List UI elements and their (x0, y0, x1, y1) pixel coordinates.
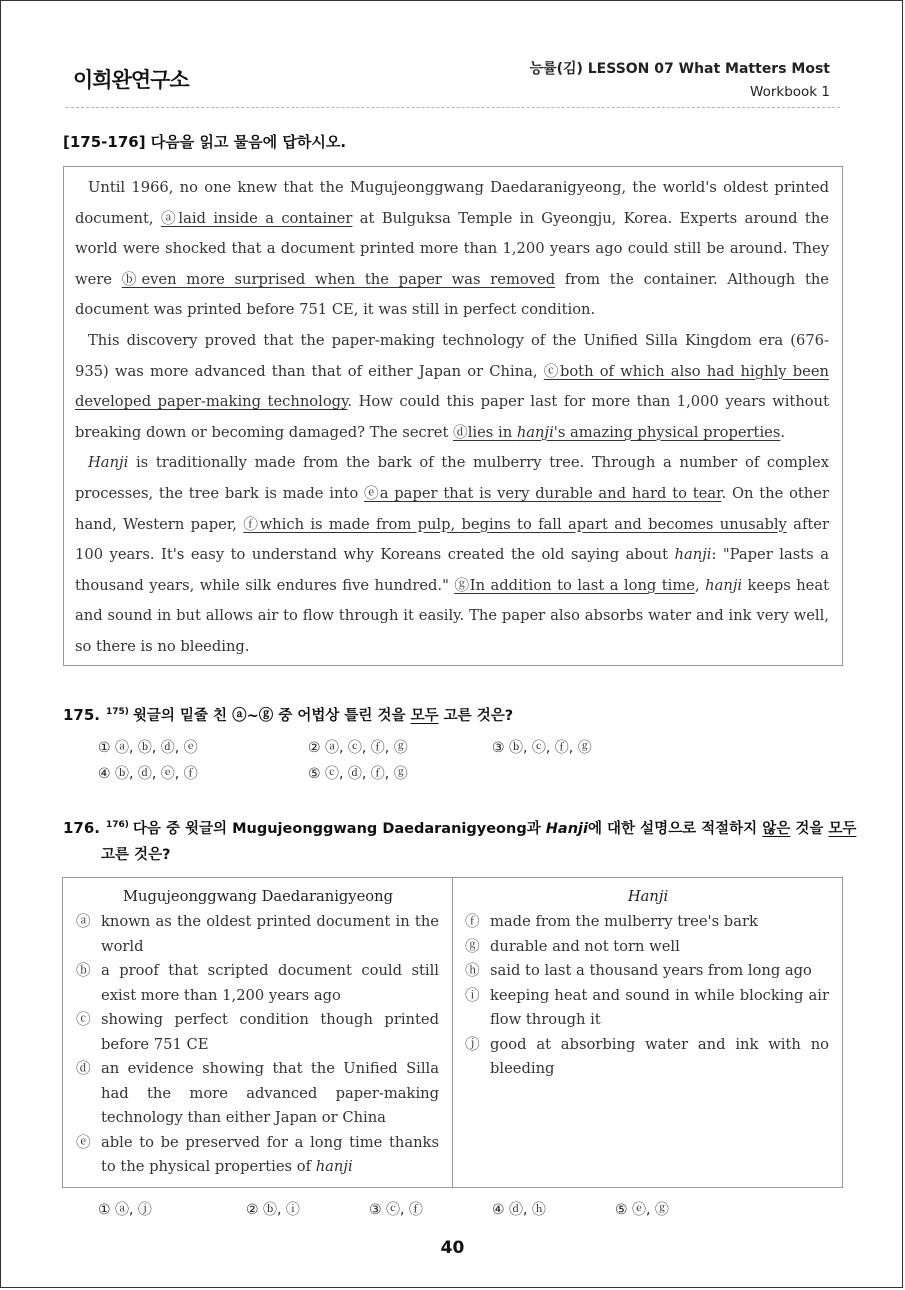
q176-choice-4[interactable]: ④ ⓓ, ⓗ (492, 1202, 546, 1218)
table-item-c: ⓒ showing perfect condition though printed before 751 CE (76, 1011, 439, 1053)
table-left-items (76, 910, 439, 1180)
question-176-title: 176. $^{176)}$ 다음 중 윗글의 Mugujeonggwang Daedaranigyeong과 Hanji에 대한 설명으로 적절하지 않은 것을 모두 (63, 819, 857, 837)
page-number: 40 (440, 1238, 465, 1258)
table-item-b: ⓑ a proof that scripted document could still exist more than 1,200 years ago (76, 962, 439, 1004)
table-item-a: ⓐ known as the oldest printed document in the world (76, 913, 439, 955)
q176-choice-3[interactable]: ③ ⓒ, ⓕ (369, 1202, 423, 1218)
underline-e: ⓔa paper that is very durable and hard to tear (363, 484, 722, 502)
q175-choice-4[interactable]: ④ ⓑ, ⓓ, ⓔ, ⓕ (98, 766, 198, 782)
q176-choice-2[interactable]: ② ⓑ, ⓘ (246, 1202, 300, 1218)
underline-c: ⓒboth of which also had highly been developed paper-making technology (75, 362, 829, 411)
table-item-d: ⓓ an evidence showing that the Unified Silla had the more advanced paper-making technology than either Japan or China (76, 1060, 439, 1126)
instruction: [175-176] 다음을 읽고 물음에 답하시오. (63, 133, 347, 151)
table-item-g: ⓖ durable and not torn well (465, 937, 680, 955)
q175-choice-1[interactable]: ① ⓐ, ⓑ, ⓓ, ⓔ (98, 740, 198, 756)
underline-f: ⓕwhich is made from pulp, begins to fall apart and becomes unusably (243, 515, 787, 533)
passage-paragraph-3: Hanji is traditionally made from the bark of the mulberry tree. Through a number of complex processes, the tree bark is made into ⓔa paper that is very durable and hard to tear. On the other hand, Western paper, ⓕwhich is made from pulp, begins to fall apart and becomes unusably after 100 years. It's easy to understand why Koreans created the old saying about hanji: "Paper lasts a thousand years, while silk endures five hundred." ⓖIn addition to last a long time, hanji keeps heat and sound in but allows air to flow through it easily. The paper also absorbs water and ink very well, so there is no bleeding. (75, 454, 830, 655)
table-item-i: ⓘ keeping heat and sound in while blocking air flow through it (465, 986, 829, 1028)
question-176-title-line2: 고른 것은? (101, 847, 171, 863)
underline-b: ⓑeven more surprised when the paper was removed (121, 270, 556, 288)
q176-choice-5[interactable]: ⑤ ⓔ, ⓖ (615, 1202, 669, 1218)
table-item-f: ⓕ made from the mulberry tree's bark (465, 913, 758, 930)
underline-g: ⓖIn addition to last a long time (454, 576, 695, 594)
passage-paragraph-1: Until 1966, no one knew that the Mugujeonggwang Daedaranigyeong, the world's oldest printed document, ⓐlaid inside a container at Bulguksa Temple in Gyeongju, Korea. Experts around the world were shocked that a document printed more than 1,200 years ago could still be around. They were ⓑeven more surprised when the paper was removed from the container. Although the document was printed before 751 CE, it was still in perfect condition. (75, 179, 829, 319)
header-divider (66, 107, 840, 108)
publisher-logo: 이희완연구소 (73, 68, 189, 92)
underline-d: ⓓlies in hanji's amazing physical properties (453, 423, 781, 441)
table-right-items (465, 910, 829, 1082)
table-divider (452, 877, 453, 1188)
passage (75, 173, 829, 663)
q175-choice-2[interactable]: ② ⓐ, ⓒ, ⓕ, ⓖ (308, 740, 408, 756)
table-item-h: ⓗ said to last a thousand years from long ago (465, 962, 812, 979)
underline-a: ⓐlaid inside a container (160, 209, 353, 227)
workbook-label: Workbook 1 (750, 84, 830, 100)
table-item-j: ⓙ good at absorbing water and ink with no bleeding (465, 1035, 829, 1077)
table-right-heading: Hanji (627, 888, 669, 905)
table-item-e: ⓔ able to be preserved for a long time thanks to the physical properties of hanji (76, 1133, 439, 1175)
lesson-title: 능률(김) LESSON 07 What Matters Most (529, 61, 830, 77)
passage-paragraph-2: This discovery proved that the paper-making technology of the Unified Silla Kingdom era (676-935) was more advanced than that of either Japan or China, ⓒboth of which also had highly been developed paper-making technology. How could this paper last for more than 1,000 years without breaking down or becoming damaged? The secret ⓓlies in hanji's amazing physical properties. (75, 331, 829, 441)
table-left-heading: Mugujeonggwang Daedaranigyeong (123, 888, 393, 905)
question-175-title: 175. $^{175)}$ 윗글의 밑줄 친 ⓐ~ⓖ 중 어법상 틀린 것을 모두 고른 것은? (63, 706, 514, 724)
q175-choice-5[interactable]: ⑤ ⓒ, ⓓ, ⓕ, ⓖ (308, 766, 408, 782)
q176-choice-1[interactable]: ① ⓐ, ⓙ (98, 1202, 152, 1218)
q175-choice-3[interactable]: ③ ⓑ, ⓒ, ⓕ, ⓖ (492, 740, 592, 756)
